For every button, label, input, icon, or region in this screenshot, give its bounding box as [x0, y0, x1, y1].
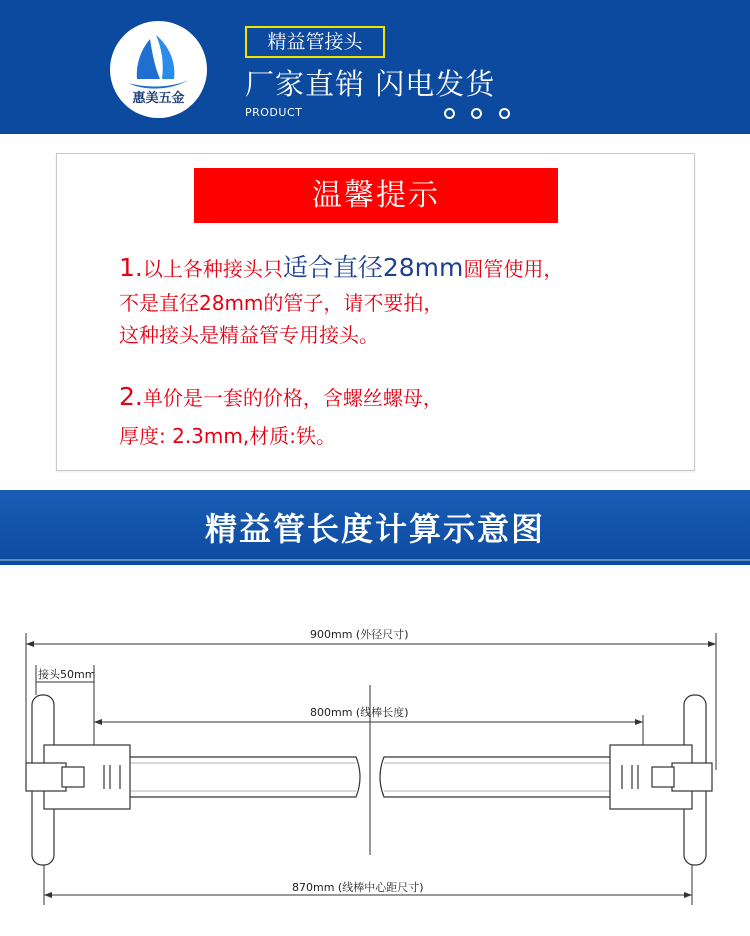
- center-dimension-label: 870mm (线棒中心距尺寸): [292, 881, 424, 894]
- length-diagram: [0, 565, 750, 936]
- section-divider: [0, 559, 750, 561]
- notice-num-2: 2.: [119, 382, 143, 411]
- section-banner: [0, 490, 750, 565]
- notice-line-1c: 圆管使用，: [463, 257, 564, 281]
- notice-line-3: 这种接头是精益管专用接头。: [119, 323, 379, 347]
- bar-dimension-label: 800mm (线棒长度): [310, 706, 409, 719]
- dot-icon: [499, 108, 510, 119]
- dots-decoration: [444, 108, 524, 122]
- dot-icon: [471, 108, 482, 119]
- notice-line-1a: 以上各种接头只: [142, 257, 283, 281]
- outer-dimension-label: 900mm (外径尺寸): [310, 628, 409, 641]
- notice-line-2: 不是直径28mm的管子，请不要拍，: [119, 291, 444, 315]
- product-label: PRODUCT: [245, 106, 303, 119]
- notice-line-1b: 适合直径28mm: [282, 253, 464, 282]
- top-banner: [0, 0, 750, 134]
- notice-line-1: [119, 248, 563, 284]
- banner-headline: 厂家直销 闪电发货: [245, 67, 496, 101]
- notice-num-1: 1.: [119, 253, 143, 282]
- dot-icon: [444, 108, 455, 119]
- joint-dimension-label: 接头50mm: [38, 668, 96, 681]
- notice-line-4: [119, 382, 443, 411]
- pipe-diagram-svg: [0, 565, 750, 936]
- notice-line-4-text: 单价是一套的价格，含螺丝螺母，: [142, 386, 443, 410]
- logo: [110, 21, 207, 118]
- left-end-cap: [26, 695, 130, 865]
- notice-box: [56, 153, 695, 471]
- right-end-cap: [610, 695, 712, 865]
- product-tag: 精益管接头: [245, 26, 385, 58]
- section-title: 精益管长度计算示意图: [204, 510, 545, 548]
- notice-title: 温馨提示: [194, 168, 558, 223]
- notice-line-5: 厚度: 2.3mm,材质:铁。: [119, 424, 336, 448]
- logo-text: 惠美五金: [132, 91, 185, 106]
